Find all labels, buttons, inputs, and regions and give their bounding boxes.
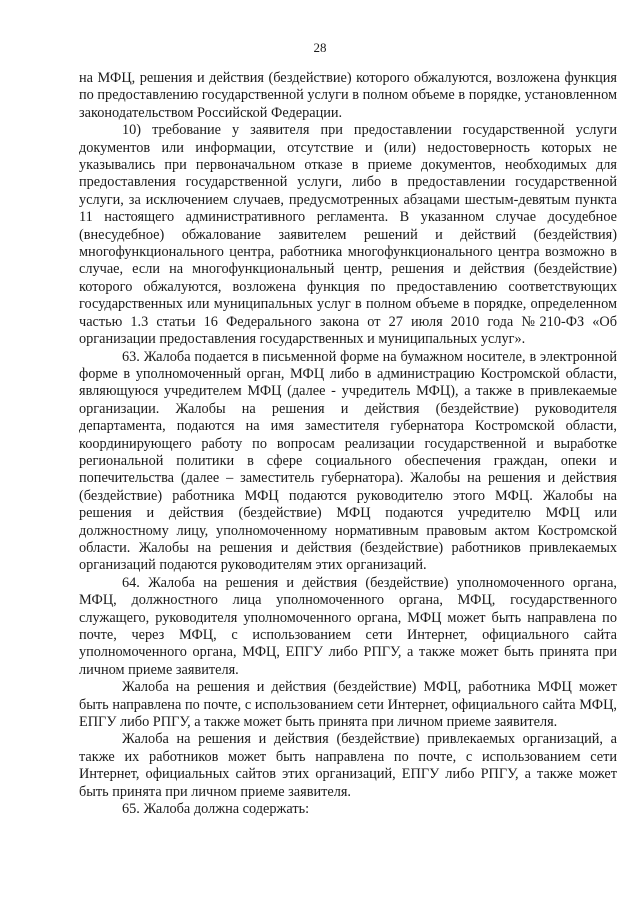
paragraph-continuation: на МФЦ, решения и действия (бездействие) которого обжалуются, возложена функция по предоставлению государственной услуги в полном объеме в порядке, установленном законодательством Российской Федерации. — [79, 70, 617, 121]
document-body — [79, 70, 617, 818]
paragraph-organizations-complaint: Жалоба на решения и действия (бездействие) привлекаемых организаций, а также их работников может быть направлена по почте, с использованием сети Интернет, официальных сайтов этих организаций, ЕПГУ либо РПГУ, а также может быть принята при личном приеме заявителя. — [79, 731, 617, 800]
paragraph-clause-64: 64. Жалоба на решения и действия (бездействие) уполномоченного органа, МФЦ, должностного лица уполномоченного органа, МФЦ, государственного служащего, руководителя уполномоченного органа, МФЦ может быть направлена по почте, через МФЦ, с использованием сети Интернет, официального сайта уполномоченного органа, МФЦ, ЕПГУ либо РПГУ, а также может быть принята при личном приеме заявителя. — [79, 574, 617, 678]
page-number: 28 — [313, 40, 327, 55]
paragraph-mfc-complaint: Жалоба на решения и действия (бездействие) МФЦ, работника МФЦ может быть направлена по почте, с использованием сети Интернет, официального сайта МФЦ, ЕПГУ либо РПГУ, а также может быть принята при личном приеме заявителя. — [79, 679, 617, 731]
paragraph-clause-63: 63. Жалоба подается в письменной форме на бумажном носителе, в электронной форме в уполномоченный орган, МФЦ либо в администрацию Костромской области, являющуюся учредителем МФЦ (далее - учредитель МФЦ), а также в привлекаемые организации. Жалобы на решения и действия (бездействие) руководителя департамента, подаются на имя заместителя губернатора Костромской области, координирующего работу по вопросам реализации государственной и выработке региональной политики в сфере социального обеспечения граждан, опеки и попечительства (далее – заместитель губернатора). Жалобы на решения и действия (бездействие) работника МФЦ подаются руководителю этого МФЦ. Жалобы на решения и действия (бездействие) МФЦ подаются учредителю МФЦ или должностному лицу, уполномоченному нормативным правовым актом Костромской области. Жалобы на решения и действия (бездействие) работников привлекаемых организаций подаются руководителям этих организаций. — [79, 348, 617, 574]
paragraph-item-10: 10) требование у заявителя при предоставлении государственной услуги документов или информации, отсутствие и (или) недостоверность которых не указывались при первоначальном отказе в приеме документов, необходимых для предоставления государственной услуги, либо в предоставлении государственной услуги, за исключением случаев, предусмотренных абзацами шестым-девятым пункта 11 настоящего административного регламента. В указанном случае досудебное (внесудебное) обжалование заявителем решений и действий (бездействия) многофункционального центра, работника многофункционального центра возможно в случае, если на многофункциональный центр, решения и действия (бездействие) которого обжалуются, возложена функция по предоставлению соответствующих государственных или муниципальных услуг в полном объеме в порядке, определенном частью 1.3 статьи 16 Федерального закона от 27 июля 2010 года №210-ФЗ «Об организации предоставления государственных и муниципальных услуг». — [79, 122, 617, 348]
paragraph-clause-65: 65. Жалоба должна содержать: — [122, 801, 310, 818]
